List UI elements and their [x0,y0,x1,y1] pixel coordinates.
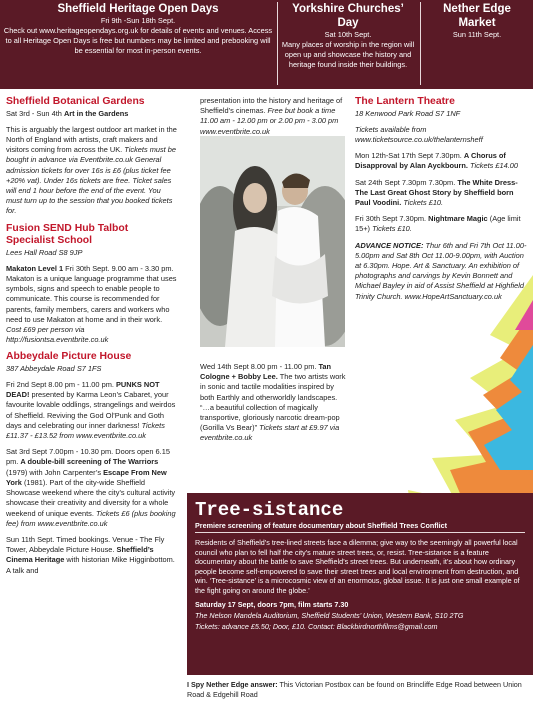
event-title: Tan Cologne + Bobby Lee. [200,362,332,382]
botanical-text: This is arguably the largest outdoor art market in the North of England with artists, craft makers and visitors coming from across the UK. [6,124,177,155]
heritage-open-days-box [0,0,276,89]
lantern-event-3 [355,214,527,234]
churches-day-box [278,0,418,89]
event-date: Sat 3rd Sept 7.00pm - 10.30 pm. Doors open 6.15 pm. [6,447,170,467]
left-column [6,96,177,582]
heritage-title: Sheffield Heritage Open Days [57,3,219,15]
treesistance-date-text: Saturday 17 Sept, doors 7pm, film starts 7.30 [195,599,349,609]
event-title: PUNKS NOT DEAD! [6,380,160,400]
treesistance-box [187,493,533,675]
event-date: Fri 2nd Sept 8.00 pm - 11.00 pm. [6,380,116,390]
treesistance-body: Residents of Sheffield’s tree-lined streets face a dilemma; give way to the seemingly all powerful local council who plan to fell half the city’s mature street trees, or, resist. Tree-sistance is a feature documentary about the battle to save Sheffield’s street trees. But underneath, it’s about how ordinary people become self-empowered to save their street trees and local environment from destruction, and win. ‘Tree-sistance’ is a microcosmic view of an enormous, global issue. It is just one small example of the fight going on around the globe.’ [195,538,520,595]
event-text: (Age limit 15+) [355,214,521,234]
event-date: Mon 12th-Sat 17th Sept 7.30pm. [355,151,464,161]
treesistance-title: Tree-sistance [195,499,344,521]
botanical-event: Art in the Gardens [63,108,129,118]
ispy-answer [187,680,533,699]
event-text: presented by Karma Leon’s Cabaret, your favourite lovable oddlings, strangelings and weirdos of Sheffield. Reviving the God Ol’Punk and Goth days and celebrating our inner darkness! [6,390,176,430]
event-date: Fri 30th Sept 7.30pm. [355,214,429,224]
event-text: Sun 11th Sept. Timed bookings. Venue - The Fly Tower, Abbeydale Picture House. [6,534,165,555]
churches-dates: Sat 10th Sept. [324,30,372,39]
event-text: presentation into the history and heritage of Sheffield’s cinemas. [200,96,343,116]
event-date: Wed 14th Sept 8.00 pm - 11.00 pm. [200,362,319,371]
cinema-heritage-continued [200,96,346,137]
ispy-text: This Victorian Postbox can be found on Brincliffe Edge Road between Union Road & Edgehill Road [187,680,522,699]
event-title: Sheffield’s Cinema Heritage [6,545,154,565]
treesistance-tickets: Tickets: advance £5.50; Door, £10. Contact: Blackbirdnorthfilms@gmail.com [195,621,438,631]
event-tickets: Tickets start at £9.97 via eventbrite.co.uk [200,423,340,443]
event-tickets: Tickets £10. [401,197,444,207]
lantern-title: The Lantern Theatre [355,96,455,107]
botanical-date-line [6,109,177,119]
event-tickets: Tickets £6 (plus booking fee) from www.eventbrite.co.uk [6,508,176,528]
fusion-address: Lees Hall Road S8 9JP [6,247,83,257]
event-tickets: Free but book a time 11.00 am - 12.00 pm or 2.00 pm - 3.00 pm www.eventbrite.co.uk [200,106,339,136]
middle-column-bottom [200,362,346,450]
event-quote: “…a beautiful collection of magically transportive, gloriously narcotic dream-pop (Gorilla Vs Bear)” [200,402,340,433]
event-tickets: Tickets £10. [372,224,412,234]
event-text: with historian Mike Higginbottom. A talk and [6,555,175,575]
advance-notice-label: ADVANCE NOTICE: [355,240,424,250]
market-dates: Sun 11th Sept. [452,30,502,39]
lantern-address: 18 Kenwood Park Road S7 1NF [355,108,461,118]
event-date: Sat 24th Sept 7.30pm 7.30pm. [355,177,458,187]
abbeydale-event-2 [6,447,177,529]
lantern-tickets-text: Tickets available from www.ticketsource.co.uk/thelanternsheff [355,124,483,144]
tan-cologne-event [200,362,346,444]
event-text: (1979) with John Carpenter’s [6,467,104,477]
event-title: A double-bill screening of The Warriors [20,457,159,467]
fusion-cost: Cost £69 per person via http://fusiontsa.eventbrite.co.uk [6,324,109,345]
advance-notice [355,241,527,302]
abbeydale-event-1 [6,380,177,441]
artists-photo [200,136,345,347]
lantern-event-1 [355,151,527,171]
churches-text: Many places of worship in the region will open up and showcase the history and heritage found inside their buildings. [281,40,415,69]
event-title: Escape From New York [6,467,167,487]
lantern-tickets [355,125,527,145]
treesistance-date [195,600,525,610]
heritage-dates: Fri 9th -Sun 18th Sept. [100,16,176,25]
market-title: Nether Edge Market [443,3,511,29]
event-title: A Chorus of Disapproval by Alan Ayckbourn. [355,151,506,171]
churches-title: Yorkshire Churches’ Day [292,3,404,29]
treesistance-venue: The Nelson Mandela Auditorium, Sheffield Students’ Union, Western Bank, S10 2TG [195,611,464,621]
fusion-event: Makaton Level 1 [6,263,64,273]
fusion-text: Fri 30th Sept. 9.00 am - 3.30 pm. Makaton is a unique language programme that uses symbols, signs and speech to enable people to communicate. This course is recommended for parents, family members, carers and workers who need to use Makaton at home and in their work. [6,263,177,324]
market-box [421,0,533,89]
abbeydale-address: 387 Abbeydale Road S7 1FS [6,363,102,373]
fusion-body [6,264,177,346]
treesistance-subtitle: Premiere screening of feature documentary about Sheffield Trees Conflict [195,521,525,533]
right-column [355,96,527,308]
advance-notice-text: Thur 6th and Fri 7th Oct 11.00-5.00pm and Sat 8th Oct 11.00-9.00pm, with Auction at 6.30pm. Hope. Art & Sanctuary. An exhibition of photographs and carvings by Kevin Bonnett and Michael Bayley in aid of Assist Sheffield at Highfield Trinity Church. www.HopeArtSanctuary.co.uk [355,240,527,301]
fusion-title: Fusion SEND Hub Talbot Specialist School [6,222,129,247]
lantern-event-2 [355,178,527,209]
botanical-title: Sheffield Botanical Gardens [6,96,145,107]
heritage-text: Check out www.heritageopendays.org.uk for details of events and venues. Access to all Heritage Open Days is free but numbers may be limited and prebooking will be essential for most in-person events. [3,26,273,55]
event-text: The two artists work in sonic and tactile modalities inspired by both Earthly and otherworldly landscapes. [200,372,346,402]
event-title: The White Dress- The Last Great Ghost Story by Sheffield born Paul Voodini. [355,177,518,207]
event-tickets: Tickets £14.00 [467,161,518,171]
header-band [0,0,533,89]
event-tickets: Tickets £11.37 - £13.52 from www.eventbrite.co.uk [6,420,165,441]
ispy-label: I Spy Nether Edge answer: [187,680,278,689]
abbeydale-event-3 [6,535,177,576]
artists-photo-graphic [200,136,345,347]
event-title: Nightmare Magic [428,214,488,224]
abbeydale-title: Abbeydale Picture House [6,351,132,363]
botanical-tickets: Tickets must be bought in advance via Eventbrite.co.uk General admission tickets for over 16s is £6 (plus ticket fee +20% vat). Under 16s tickets are free. Ticket sales will end 1 hour before the end of the event. You must turn up to the session that you booked tickets for. [6,145,176,216]
botanical-date: Sat 3rd - Sun 4th [6,108,64,118]
event-text: (1981). Part of the city-wide Sheffield Showcase weekend where the city’s cultural activity showcase their creativity and diversity for a whole weekend of unique events. [6,477,176,518]
botanical-body [6,125,177,217]
